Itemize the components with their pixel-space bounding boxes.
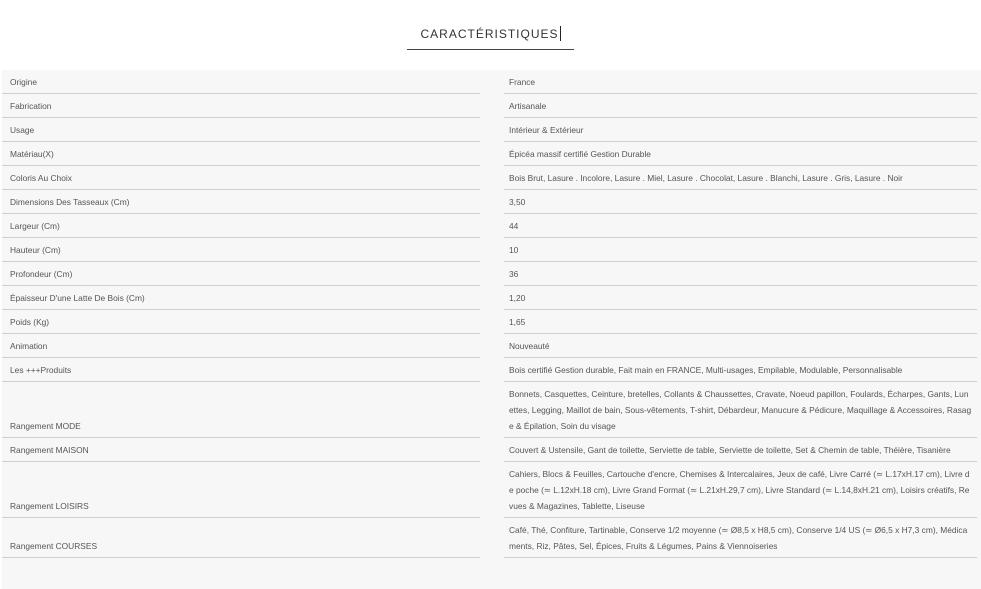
table-row — [2, 286, 981, 310]
spec-label: Rangement LOISIRS — [2, 462, 480, 518]
spec-label: Usage — [2, 118, 480, 142]
table-row — [2, 358, 981, 382]
tab-caracteristiques-label: CARACTÉRISTIQUES — [420, 27, 559, 41]
spec-value: Épicéa massif certifié Gestion Durable — [504, 142, 977, 166]
spec-value: Bois certifié Gestion durable, Fait main en FRANCE, Multi-usages, Empilable, Modulable, Personnalisable — [504, 358, 977, 382]
spec-label: Rangement COURSES — [2, 518, 480, 558]
spec-label: Dimensions Des Tasseaux (Cm) — [2, 190, 480, 214]
table-row — [2, 238, 981, 262]
spec-label: Largeur (Cm) — [2, 214, 480, 238]
spec-value: 10 — [504, 238, 977, 262]
spec-label: Les +++Produits — [2, 358, 480, 382]
table-row — [2, 438, 981, 462]
spec-value: Café, Thé, Confiture, Tartinable, Conserve 1/2 moyenne (≃ Ø8,5 x H8,5 cm), Conserve 1/4 US (≃ Ø6,5 x H7,3 cm), Médicaments, Riz, Pâtes, Sel, Épices, Fruits & Légumes, Pains & Viennoiseries — [504, 518, 977, 558]
table-row — [2, 334, 981, 358]
table-row — [2, 166, 981, 190]
table-row — [2, 310, 981, 334]
table-row — [2, 262, 981, 286]
spec-value: Nouveauté — [504, 334, 977, 358]
spec-value: 36 — [504, 262, 977, 286]
table-row — [2, 214, 981, 238]
table-row — [2, 70, 981, 94]
text-cursor — [560, 26, 561, 41]
spec-value: Intérieur & Extérieur — [504, 118, 977, 142]
spec-label: Hauteur (Cm) — [2, 238, 480, 262]
spec-value: 1,20 — [504, 286, 977, 310]
spec-label: Rangement MAISON — [2, 438, 480, 462]
specs-table — [2, 70, 981, 589]
spec-value: Bois Brut, Lasure . Incolore, Lasure . Miel, Lasure . Chocolat, Lasure . Blanchi, Lasure . Gris, Lasure . Noir — [504, 166, 977, 190]
spec-label: Coloris Au Choix — [2, 166, 480, 190]
spec-label: Rangement MODE — [2, 382, 480, 438]
spec-label: Origine — [2, 70, 480, 94]
spec-label: Fabrication — [2, 94, 480, 118]
spec-value: France — [504, 70, 977, 94]
spec-label: Poids (Kg) — [2, 310, 480, 334]
spec-value: Artisanale — [504, 94, 977, 118]
table-row — [2, 94, 981, 118]
spec-label: Animation — [2, 334, 480, 358]
tab-bar — [0, 20, 981, 50]
spec-value: Cahiers, Blocs & Feuilles, Cartouche d'encre, Chemises & Intercalaires, Jeux de café, Livre Carré (≃ L.17xH.17 cm), Livre de poche (≃ L.12xH.18 cm), Livre Grand Format (≃ L.21xH.29,7 cm), Livre Standard (≃ L.14,8xH.21 cm), Loisirs créatifs, Revues & Magazines, Tablette, Liseuse — [504, 462, 977, 518]
spec-value: Bonnets, Casquettes, Ceinture, bretelles, Collants & Chaussettes, Cravate, Noeud papillon, Foulards, Écharpes, Gants, Lunettes, Legging, Maillot de bain, Sous-vêtements, T-shirt, Débardeur, Manucure & Pédicure, Maquillage & Accessoires, Rasage & Épilation, Soin du visage — [504, 382, 977, 438]
table-row — [2, 142, 981, 166]
table-row — [2, 382, 981, 438]
table-row — [2, 518, 981, 558]
spec-label: Matériau(X) — [2, 142, 480, 166]
table-row — [2, 190, 981, 214]
spec-value: Couvert & Ustensile, Gant de toilette, Serviette de table, Serviette de toilette, Set & Chemin de table, Théière, Tisanière — [504, 438, 977, 462]
table-row — [2, 462, 981, 518]
spec-value: 3,50 — [504, 190, 977, 214]
spec-label: Profondeur (Cm) — [2, 262, 480, 286]
spec-value: 44 — [504, 214, 977, 238]
tab-caracteristiques[interactable] — [407, 20, 573, 50]
spec-value: 1,65 — [504, 310, 977, 334]
spec-label: Épaisseur D'une Latte De Bois (Cm) — [2, 286, 480, 310]
table-row — [2, 118, 981, 142]
